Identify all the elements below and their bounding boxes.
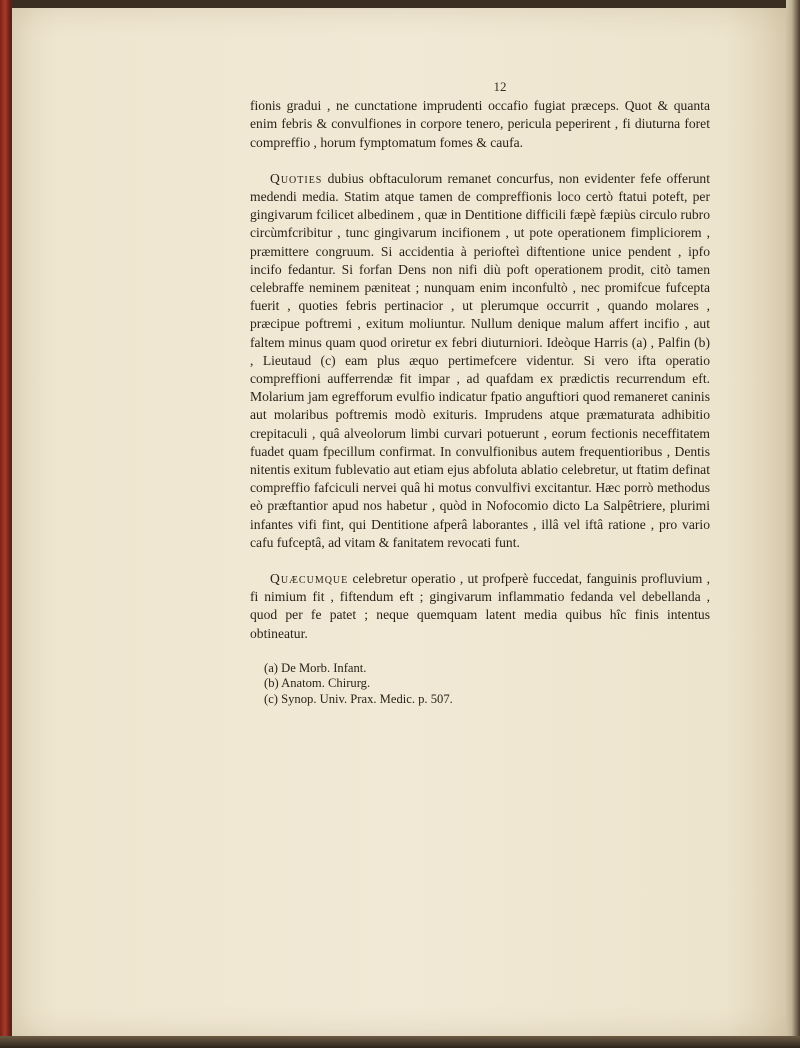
paragraph-1 bbox=[250, 97, 710, 152]
page-bottom-edge bbox=[0, 1036, 800, 1048]
page-number: 12 bbox=[493, 79, 507, 94]
paragraph-3-lead: Quæcumque bbox=[270, 571, 349, 587]
paragraph-3 bbox=[250, 570, 710, 643]
footnote-b: (b) Anatom. Chirurg. bbox=[264, 676, 371, 691]
paragraph-1-text: fionis gradui , ne cunctatione imprudenti occafio fugiat præceps. Quot & quanta enim febris & convulfiones in corpore tenero, pericula peperirent , fi diuturna foret compreffio , horum fymptomatum fomes & caufa. bbox=[250, 98, 710, 150]
paragraph-3-text: celebretur operatio , ut profperè fuccedat, fanguinis profluvium , fi nimium fit , fiftendum eft ; gingivarum inflammatio fedanda vel debellanda , quod per fe patet ; neque quemquam latent media quibus hîc finis intentus obtineatur. bbox=[250, 571, 710, 641]
paragraph-2-text: dubius obftaculorum remanet concurfus, non evidenter fefe offerunt medendi media. Statim atque tamen de compreffionis loco certò ftatui poteft, per gingivarum fcilicet albedinem , quæ in Dentitione difficili fæpè fæpiùs circulo rubro circùmfcribitur , tunc gingivarum incifionem , ut pote operationem fimpliciorem , præmittere congruum. Si accidentia à periofteì diftentione unice pendent , ipfo incifo fedantur. Si forfan Dens non nifi diù poft operationem prodit, citò tamen celebraffe neminem pæniteat ; nunquam enim inconfultò , nec promifcue fufcepta fuerit , quoties febris pertinacior , ut plerumque occurrit , quando molares , præcipue poftremi , exitum moliuntur. Nullum denique malum affert incifio , aut faltem minus quam quod oriretur ex febri diuturniori. Ideòque Harris (a) , Palfin (b) , Lieutaud (c) eam plus æquo pertimefcere videntur. Si vero ifta operatio compreffioni aufferrendæ fit impar , ad quafdam ex prædictis recurrendum eft. Molarium jam egrefforum evulfio indicatur fpatio anguftiori quod remaneret caninis aut molaribus poftremis modò exituris. Imprudens atque præmaturata adhibitio crepitaculi , quâ alveolorum limbi curvari potuerunt , eorum fectionis neceffitatem fuadet quam fpecillum confirmat. In convulfionibus autem frequentioribus , Dentis nitentis exitum fublevatio aut etiam ejus abfoluta ablatio celebretur, ut ftatim definat compreffio fafciculi nervei quâ hi motus convulfivi excitantur. Hæc porrò methodus eò præftantior apud nos habetur , quòd in Nofocomio dicto La Salpêtriere, plurimi infantes vifi fint, qui Dentitione afperâ laborantes , illâ vel iftâ ratione , pro vario cafu fufceptâ, ad vitam & fanitatem revocati funt. bbox=[250, 170, 710, 550]
text-block bbox=[250, 78, 710, 707]
book-binding-right bbox=[786, 0, 800, 1048]
footnote-a: (a) De Morb. Infant. bbox=[264, 660, 367, 675]
footnotes bbox=[264, 661, 710, 708]
paragraph-2 bbox=[250, 170, 710, 552]
paragraph-2-lead: Quoties bbox=[270, 170, 323, 186]
footnote-c: (c) Synop. Univ. Prax. Medic. p. 507. bbox=[264, 691, 453, 706]
